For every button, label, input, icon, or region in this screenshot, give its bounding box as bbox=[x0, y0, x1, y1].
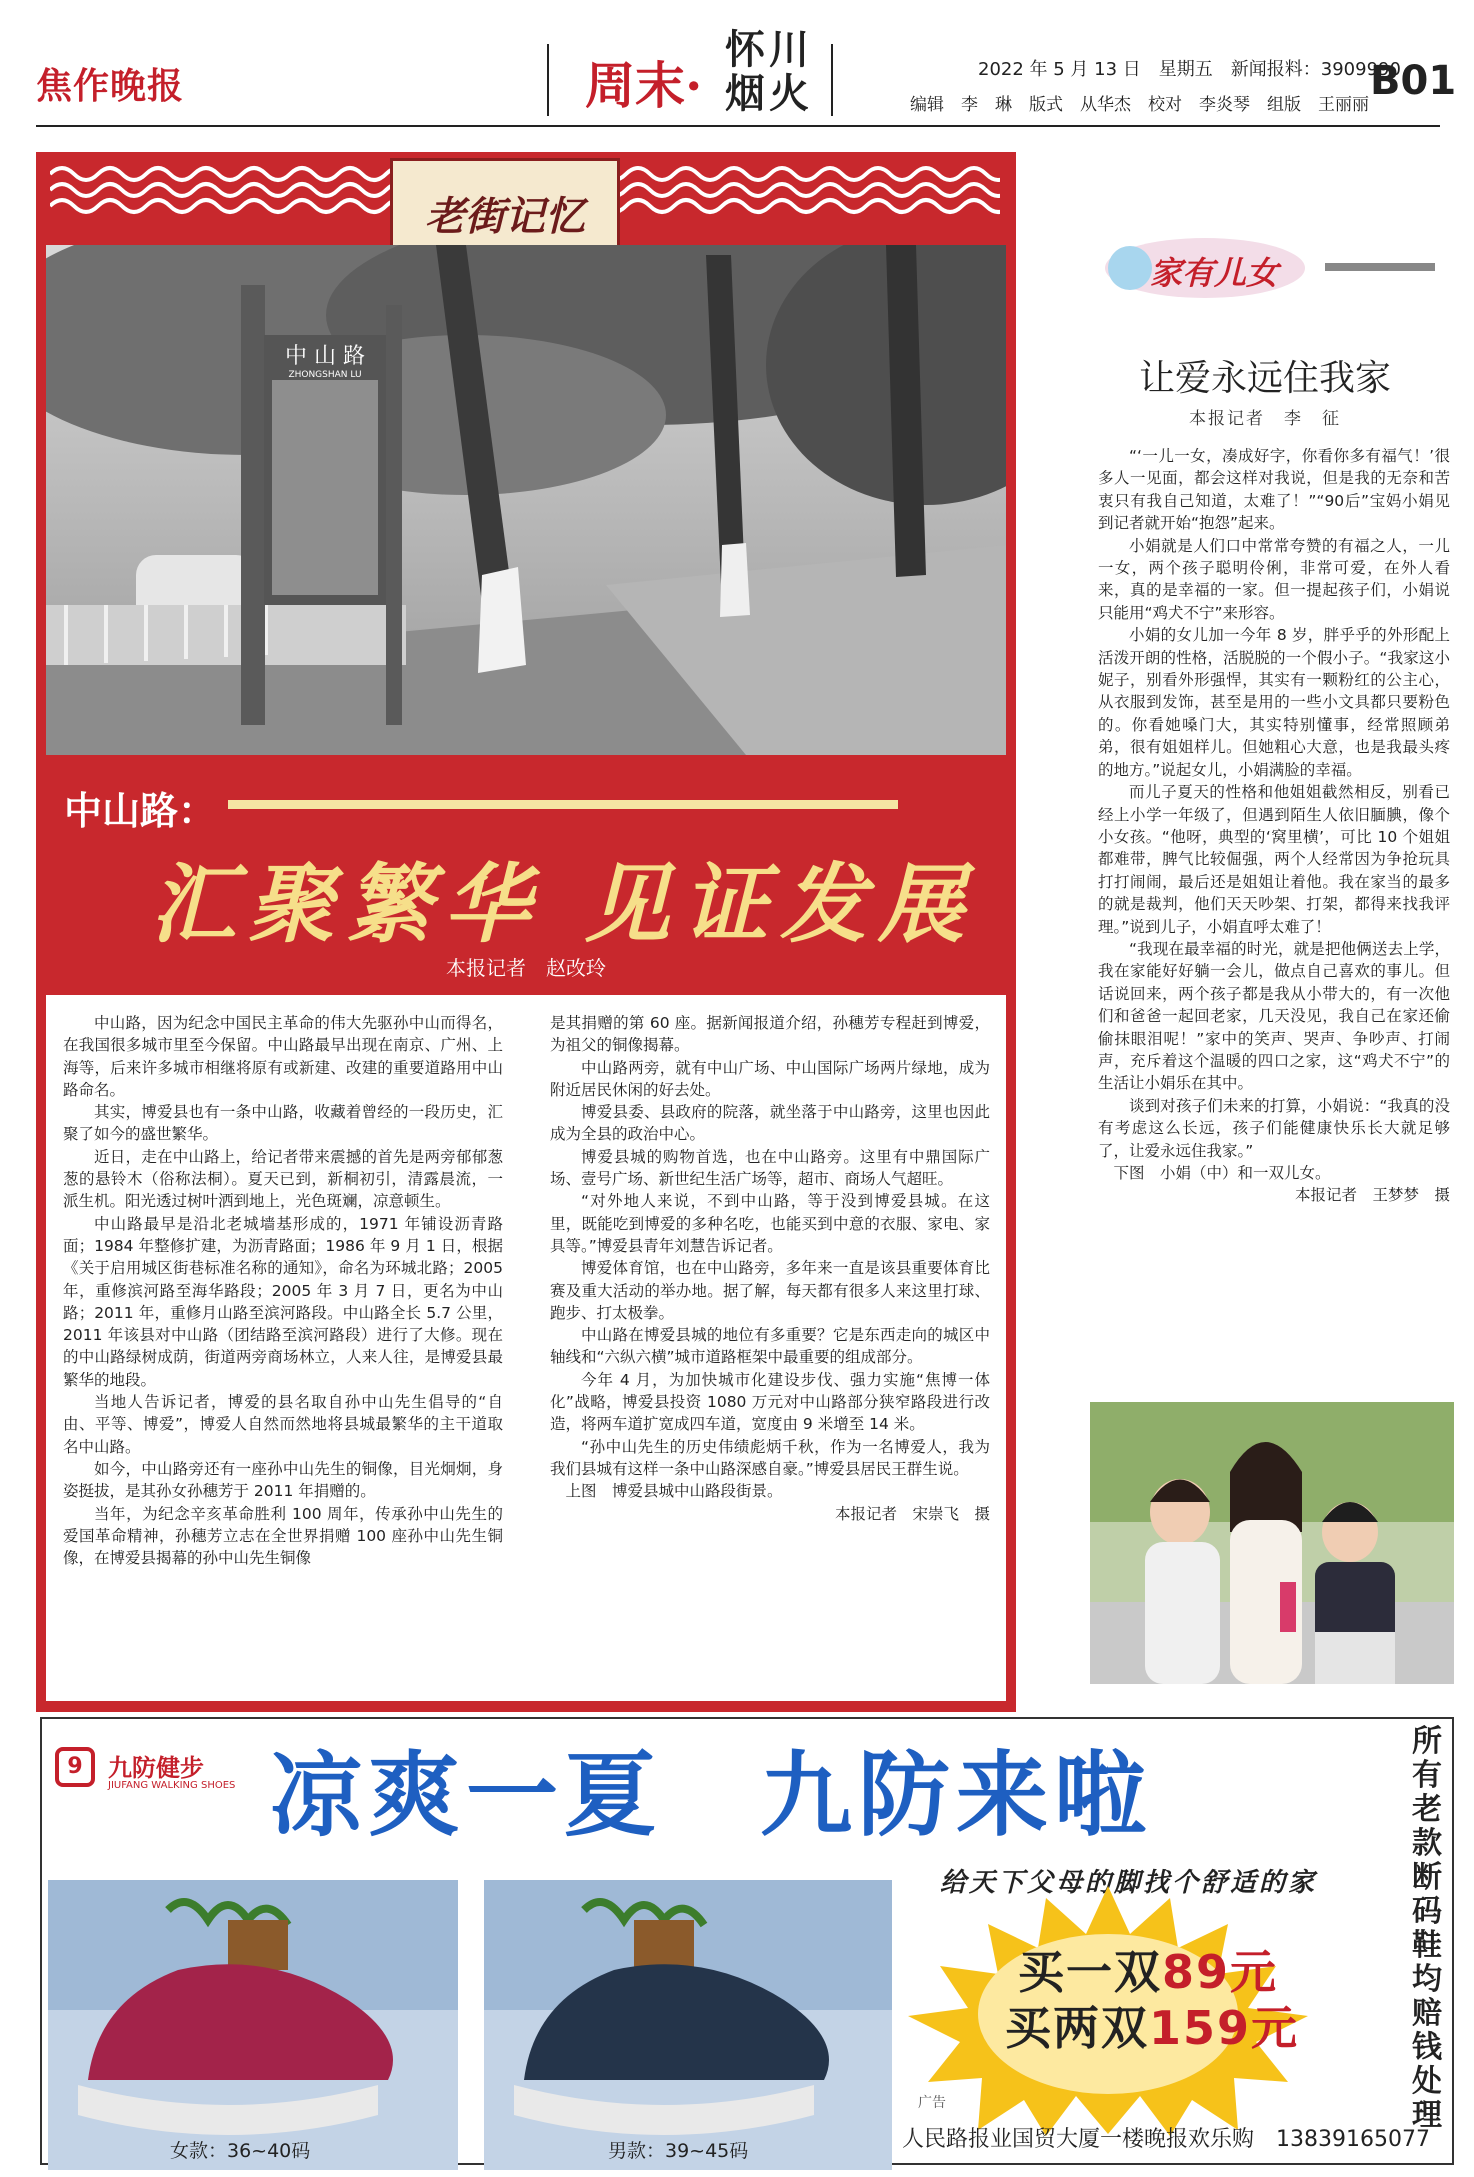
men-shoe-image bbox=[484, 1880, 892, 2170]
feature-title-bar bbox=[228, 800, 898, 809]
feature-col-1 bbox=[63, 1012, 503, 1569]
offer-one-label: 买一双 bbox=[1018, 1945, 1162, 1999]
family-photo bbox=[1090, 1402, 1454, 1684]
section-badge-bar bbox=[1325, 263, 1435, 271]
feature-byline: 本报记者 赵改玲 bbox=[446, 956, 606, 980]
ad-brand-en: JIUFANG WALKING SHOES bbox=[108, 1780, 236, 1791]
side-article-title: 让爱永远住我家 bbox=[1138, 358, 1391, 399]
brand-logo-icon: 9 bbox=[55, 1747, 95, 1787]
paragraph: 小娟就是人们口中常常夸赞的有福之人，一儿一女，两个孩子聪明伶俐，非常可爱，在外人看来，真的是幸福的一家。但一提起孩子们，小娟说只能用“鸡犬不宁”来形容。 bbox=[1098, 536, 1450, 622]
paragraph: 而儿子夏天的性格和他姐姐截然相反，别看已经上小学一年级了，但遇到陌生人依旧腼腆，像个小女孩。“他呀，典型的‘窝里横’，可比 10 个姐姐都难带，脾气比较倔强，两个人经常因为争抢玩具打打闹闹，最后还是姐姐让着他。我在家当的最多的就是裁判，他们天天吵架、打架，都得来找我评理。”说到儿子，小娟直呼太难了！ bbox=[1098, 783, 1450, 936]
paragraph: 中山路最早是沿北老城墙基形成的，1971 年铺设沥青路面；1984 年整修扩建，为沥青路面；1986 年 9 月 1 日，根据《关于启用城区街巷标准名称的通知》，命名为环城北路；2005 年，重修滨河路至海华路段；2005 年 3 月 7 日，更名为中山路；2011 年，重修月山路至滨河路段。中山路全长 5.7 公里，2011 年该县对中山路（团结路至滨河路段）进行了大修。现在的中山路绿树成荫，街道两旁商场林立，人来人往，是博爱县最繁华的地段。 bbox=[63, 1214, 503, 1389]
ad-address: 人民路报业国贸大厦一楼晚报欢乐购 13839165077 bbox=[902, 2127, 1430, 2152]
paragraph: 今年 4 月，为加快城市化建设步伐、强力实施“焦博一体化”战略，博爱县投资 1080 万元对中山路部分狭窄路段进行改造，将两车道扩宽成四车道，宽度由 9 米增至 14 米。 bbox=[550, 1370, 990, 1434]
street-photo bbox=[46, 245, 1006, 755]
paragraph: 博爱县城的购物首选，也在中山路旁。这里有中鼎国际广场、壹号广场、新世纪生活广场等，超市、商场人气超旺。 bbox=[550, 1147, 990, 1189]
header-rule bbox=[36, 125, 1440, 127]
women-shoe-image bbox=[48, 1880, 458, 2170]
offer-one-price: 89元 bbox=[1162, 1945, 1279, 1999]
masthead: 焦作晚报 bbox=[36, 66, 185, 107]
feature-headline: 汇聚繁华 见证发展 bbox=[150, 854, 976, 955]
paragraph: 当地人告诉记者，博爱的县名取自孙中山先生倡导的“自由、平等、博爱”，博爱人自然而然地将县城最繁华的主干道取名中山路。 bbox=[63, 1393, 503, 1456]
paragraph: “对外地人来说，不到中山路，等于没到博爱县城。在这里，既能吃到博爱的多种名吃，也能买到中意的衣服、家电、家具等。”博爱县青年刘慧告诉记者。 bbox=[550, 1192, 990, 1255]
section-title: 周末· bbox=[585, 56, 703, 115]
paragraph: “孙中山先生的历史伟绩彪炳千秋，作为一名博爱人，我为我们县城有这样一条中山路深感自豪。”博爱县居民王群生说。 bbox=[550, 1437, 990, 1478]
paragraph: 是其捐赠的第 60 座。据新闻报道介绍，孙穗芳专程赶到博爱，为祖父的铜像揭幕。 bbox=[550, 1014, 990, 1055]
side-article-body bbox=[1098, 445, 1450, 1207]
section-subtitle: 怀川烟火 bbox=[725, 27, 813, 117]
paragraph: “‘一儿一女，凑成好字，你看你多有福气！’很多人一见面，都会这样对我说，但是我的无奈和苦衷只有我自己知道，太难了！”“90后”宝妈小娟见到记者就开始“抱怨”起来。 bbox=[1098, 447, 1450, 533]
date-line: 2022 年 5 月 13 日 星期五 新闻报料：3909990 bbox=[978, 59, 1401, 80]
sign-name-en: ZHONGSHAN LU bbox=[288, 370, 362, 380]
paragraph: 中山路，因为纪念中国民主革命的伟大先驱孙中山而得名，在我国很多城市里至今保留。中山路最早出现在南京、广州、上海等，后来许多城市相继将原有或新建、改建的重要道路用中山路命名。 bbox=[63, 1014, 503, 1099]
men-size-label: 男款：39~45码 bbox=[608, 2140, 749, 2162]
feature-road-label: 中山路： bbox=[64, 789, 217, 833]
paragraph: 小娟的女儿加一今年 8 岁，胖乎乎的外形配上活泼开朗的性格，活脱脱的一个假小子。“我家这小妮子，别看外形强悍，其实有一颗粉红的公主心，从衣服到发饰，甚至是用的一些小文具都只要粉色的。你看她嗓门大，其实特别懂事，经常照顾弟弟，很有姐姐样儿。但她粗心大意，也是我最头疼的地方。”说起女儿，小娟满脸的幸福。 bbox=[1098, 626, 1450, 779]
ad-marker: 广告 bbox=[918, 2095, 946, 2111]
ad-vertical-text: 所有老款断码鞋均赔钱处理 bbox=[1412, 1724, 1442, 2133]
photo-caption: 上图 博爱县城中山路段街景。 bbox=[565, 1482, 783, 1501]
ad-brand: 九防健步 bbox=[108, 1754, 204, 1782]
photo-credit: 本报记者 王梦梦 摄 bbox=[1294, 1186, 1450, 1205]
section-badge-text: 家有儿女 bbox=[1150, 254, 1279, 292]
paragraph: 近日，走在中山路上，给记者带来震撼的首先是两旁郁郁葱葱的悬铃木（俗称法桐）。夏天已到，新桐初引，清露晨流，一派生机。阳光透过树叶洒到地上，光色斑斓，凉意顿生。 bbox=[63, 1147, 503, 1211]
sign-name: 中 山 路 bbox=[285, 344, 365, 369]
photo-credit: 本报记者 宋崇飞 摄 bbox=[834, 1504, 990, 1523]
offer-two-price: 159元 bbox=[1149, 2001, 1300, 2055]
feature-col-2 bbox=[550, 1012, 990, 1525]
ad-slogan: 给天下父母的脚找个舒适的家 bbox=[940, 1868, 1318, 1898]
paragraph: “我现在最幸福的时光，就是把他俩送去上学，我在家能好好躺一会儿，做点自己喜欢的事儿。但话说回来，两个孩子都是我从小带大的，有一次他们和爸爸一起回老家，几天没见，我自己在家还偷偷抹眼泪呢！”家中的笑声、哭声、争吵声、打闹声，充斥着这个温暖的四口之家，这“鸡犬不宁”的生活让小娟乐在其中。 bbox=[1098, 939, 1450, 1093]
side-article-byline: 本报记者 李 征 bbox=[1189, 409, 1341, 429]
staff-line: 编辑 李 琳 版式 从华杰 校对 李炎琴 组版 王丽丽 bbox=[910, 95, 1369, 115]
offer-two-label: 买两双 bbox=[1005, 2001, 1149, 2055]
paragraph: 博爱体育馆，也在中山路旁，多年来一直是该县重要体育比赛及重大活动的举办地。据了解，每天都有很多人来这里打球、跑步、打太极拳。 bbox=[550, 1259, 990, 1322]
paragraph: 如今，中山路旁还有一座孙中山先生的铜像，目光炯炯，身姿挺拔，是其孙女孙穗芳于 2011 年捐赠的。 bbox=[63, 1459, 503, 1501]
paragraph: 中山路两旁，就有中山广场、中山国际广场两片绿地，成为附近居民休闲的好去处。 bbox=[550, 1058, 990, 1099]
photo-caption: 下图 小娟（中）和一双儿女。 bbox=[1113, 1164, 1331, 1182]
column-tag: 老街记忆 bbox=[425, 193, 585, 240]
paragraph: 谈到对孩子们未来的打算，小娟说：“我真的没有考虑这么长远，孩子们能健康快乐长大就足够了，让爱永远住我家。” bbox=[1098, 1096, 1450, 1160]
offer-two bbox=[1005, 1992, 1299, 2058]
paragraph: 博爱县委、县政府的院落，就坐落于中山路旁，这里也因此成为全县的政治中心。 bbox=[550, 1103, 990, 1144]
ad-headline: 凉爽一夏 九防来啦 bbox=[270, 1742, 1153, 1849]
paragraph: 其实，博爱县也有一条中山路，收藏着曾经的一段历史，汇聚了如今的盛世繁华。 bbox=[63, 1103, 503, 1144]
paragraph: 中山路在博爱县城的地位有多重要？它是东西走向的城区中轴线和“六纵六横”城市道路框架中最重要的组成部分。 bbox=[550, 1326, 990, 1367]
page-number: B01 bbox=[1370, 58, 1457, 104]
women-size-label: 女款：36~40码 bbox=[170, 2140, 311, 2162]
paragraph: 当年，为纪念辛亥革命胜利 100 周年，传承孙中山先生的爱国革命精神，孙穗芳立志在全世界捐赠 100 座孙中山先生铜像，在博爱县揭幕的孙中山先生铜像 bbox=[63, 1504, 503, 1568]
